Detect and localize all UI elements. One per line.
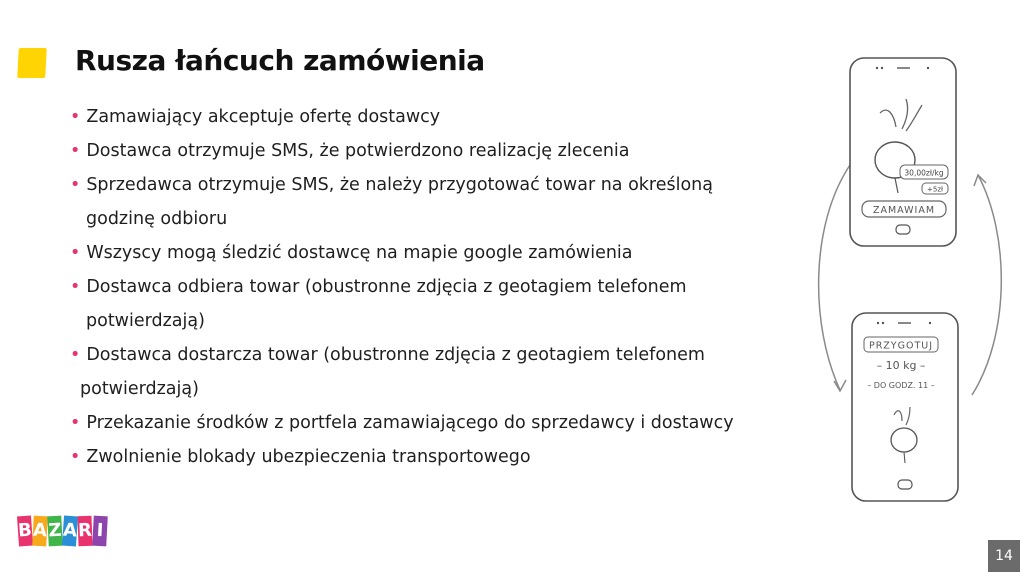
title-accent-square — [17, 48, 47, 78]
bullet-item — [70, 134, 830, 168]
logo-letter: A — [62, 516, 78, 547]
bullet-item — [70, 270, 830, 338]
bullet-text: Dostawca otrzymuje SMS, że potwierdzono realizację zlecenia — [86, 141, 630, 161]
phone-top — [850, 58, 956, 246]
bullet-dot: • — [70, 107, 81, 127]
logo-letter: R — [77, 516, 92, 546]
extra-price-label: +5zł — [927, 185, 943, 194]
prepare-header: PRZYGOTUJ — [868, 340, 934, 352]
bullet-item — [70, 338, 830, 406]
bullet-item — [70, 168, 830, 236]
bullet-text: Zwolnienie blokady ubezpieczenia transportowego — [86, 447, 531, 467]
phone-illustration — [810, 55, 1010, 505]
prepare-quantity: – 10 kg – — [876, 359, 926, 372]
cycle-arrow-left-icon — [819, 165, 850, 390]
bullet-dot: • — [70, 175, 81, 195]
bazari-logo — [18, 516, 108, 556]
bullet-dot: • — [70, 243, 81, 263]
price-label: 30,00zł/kg — [904, 168, 944, 178]
logo-letter: Z — [47, 516, 63, 547]
bullet-text-continuation: potwierdzają) — [86, 311, 205, 331]
bullet-dot: • — [70, 345, 81, 365]
logo-letter: A — [32, 516, 48, 547]
slide-title: Rusza łańcuch zamówienia — [75, 44, 485, 77]
bullet-dot: • — [70, 413, 81, 433]
bullet-text-continuation: godzinę odbioru — [86, 209, 228, 229]
bullet-dot: • — [70, 141, 81, 161]
bullet-item — [70, 406, 830, 440]
bullet-text-continuation: potwierdzają) — [80, 379, 199, 399]
bullet-dot: • — [70, 277, 81, 297]
bullet-text: Dostawca dostarcza towar (obustronne zdjęcia z geotagiem telefonem — [86, 345, 705, 365]
bullet-item — [70, 100, 830, 134]
bullet-item — [70, 236, 830, 270]
bullet-text: Wszyscy mogą śledzić dostawcę na mapie google zamówienia — [86, 243, 633, 263]
bullet-item — [70, 440, 830, 474]
page-number: 14 — [988, 540, 1020, 572]
bullet-text: Dostawca odbiera towar (obustronne zdjęcia z geotagiem telefonem — [86, 277, 687, 297]
order-button: ZAMAWIAM — [872, 205, 936, 216]
logo-letter: I — [92, 516, 108, 547]
cycle-arrow-right-icon — [972, 175, 1001, 395]
logo-letter: B — [17, 516, 33, 547]
bullet-text: Przekazanie środków z portfela zamawiającego do sprzedawcy i dostawcy — [86, 413, 734, 433]
bullet-list — [70, 100, 830, 474]
bullet-dot: • — [70, 447, 81, 467]
bullet-text: Zamawiający akceptuje ofertę dostawcy — [86, 107, 441, 127]
bullet-text: Sprzedawca otrzymuje SMS, że należy przygotować towar na określoną — [86, 175, 713, 195]
phone-bottom — [852, 313, 958, 501]
prepare-time: – DO GODZ. 11 – — [867, 381, 935, 390]
